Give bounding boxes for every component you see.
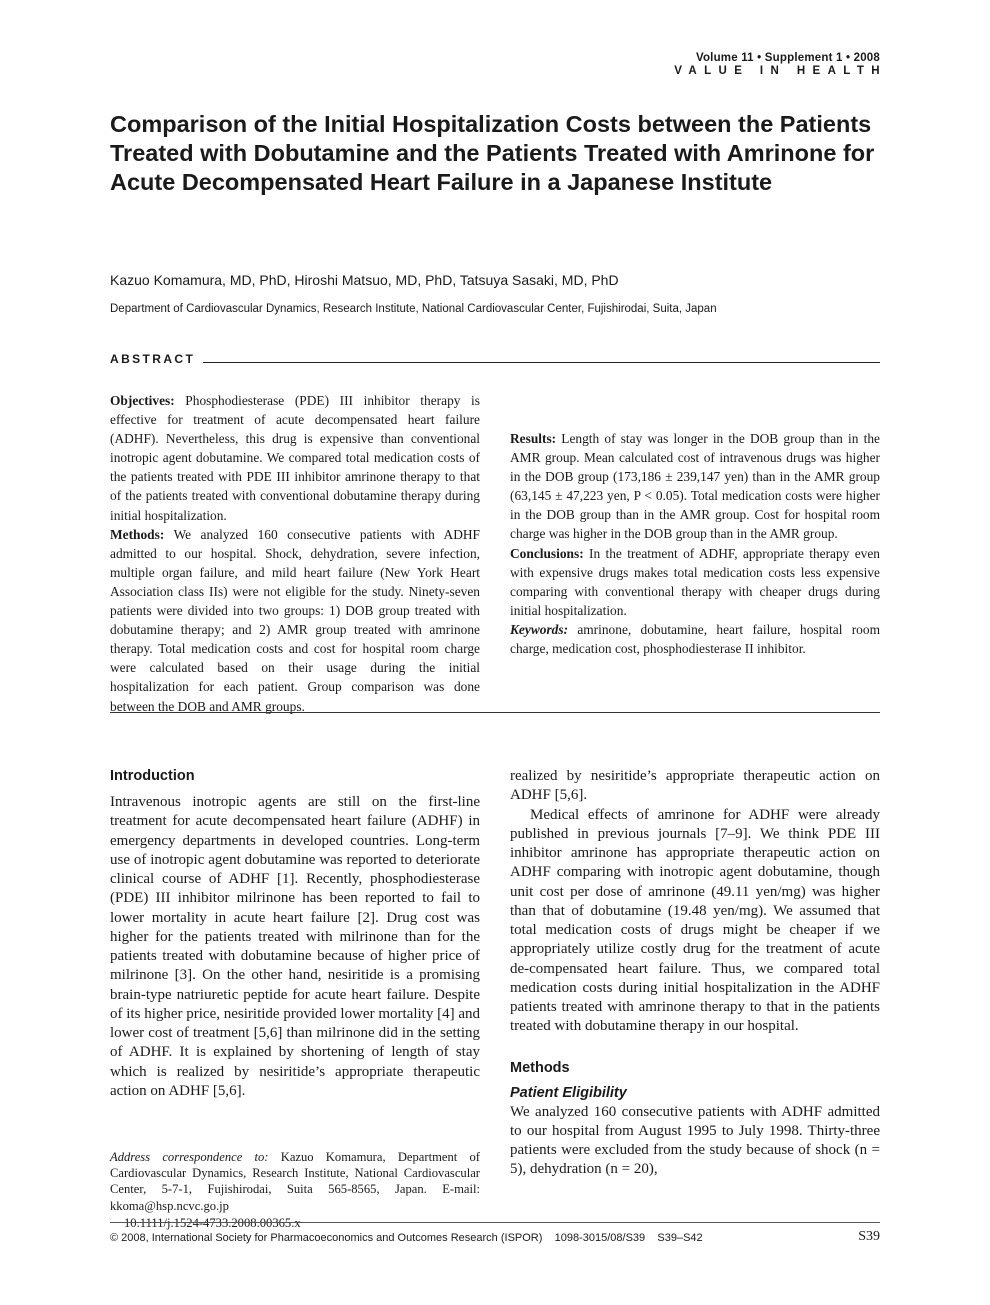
abstract-keywords	[510, 620, 880, 658]
patient-eligibility-subheading: Patient Eligibility	[510, 1084, 627, 1101]
author-list: Kazuo Komamura, MD, PhD, Hiroshi Matsuo, MD, PhD, Tatsuya Sasaki, MD, PhD	[110, 272, 619, 288]
introduction-paragraph-1: Intravenous inotropic agents are still on the first-line treatment for acute decompensated heart failure (ADHF) in emergency departments in developed countries. Long-term use of inotropic agent dobutamine was reported to deteriorate clinical course of ADHF [1]. Recently, phosphodiesterase (PDE) III inhibitor milrinone has been reported to fail to lower mortality in acute heart failure [2]. Drug cost was higher for the patients treated with milrinone than for the patients treated with dobutamine because of higher price of milrinone [3]. On the other hand, nesiritide is a promising brain-type natriuretic peptide for acute heart failure. Despite of its higher price, nesiritide provided lower mortality [4] and lower cost of treatment [5,6] than milrinone did in the setting of ADHF. It is explained by shortening of length of stay which is realized by nesiritide’s appropriate therapeutic action on ADHF [5,6].	[110, 794, 480, 1099]
affiliation: Department of Cardiovascular Dynamics, Research Institute, National Cardiovascular Center, Fujishirodai, Suita, Japan	[110, 303, 717, 315]
abstract-heading-label: ABSTRACT	[110, 352, 196, 366]
abstract-left-column	[110, 391, 480, 716]
body-left-column	[110, 768, 480, 1231]
methods-heading: Methods	[510, 1059, 570, 1076]
article-doi: 10.1111/j.1524-4733.2008.00365.x	[124, 1215, 301, 1230]
correspondence-text: Kazuo Komamura, Department of Cardiovascular Dynamics, Research Institute, National Cardiovascular Center, 5-7-1, Fujishirodai, Suita 565-8565, Japan. E-mail: kkoma@hsp.ncvc.go.jp	[110, 1150, 480, 1213]
keywords-label: Keywords:	[510, 621, 569, 637]
conclusions-label: Conclusions:	[510, 545, 584, 561]
methods-text: We analyzed 160 consecutive patients with ADHF admitted to our hospital. Shock, dehydration, severe infection, multiple organ failure, and mild heart failure (New York Heart Association class IIs) were not eligible for the study. Ninety-seven patients were divided into two groups: 1) DOB group treated with dobutamine therapy; and 2) AMR group treated with amrinone therapy. Total medication costs and cost for hospital room charge were calculated based on their usage during the initial hospitalization for each patient. Group comparison was done between the DOB and AMR groups.	[110, 526, 480, 714]
journal-header	[674, 52, 887, 77]
abstract-objectives	[110, 391, 480, 525]
conclusions-text: In the treatment of ADHF, appropriate therapy even with expensive drugs makes total medication costs less expensive comparing with conventional therapy with cheaper drugs during initial hospitalization.	[510, 545, 880, 618]
objectives-label: Objectives:	[110, 393, 175, 408]
abstract-right-column	[510, 391, 880, 691]
keywords-text: amrinone, dobutamine, heart failure, hospital room charge, medication cost, phosphodiesterase II inhibitor.	[510, 621, 880, 657]
results-label: Results:	[510, 431, 557, 446]
abstract-end-rule	[110, 712, 880, 713]
correspondence-block	[110, 1149, 480, 1231]
journal-name: VALUE IN HEALTH	[674, 65, 887, 77]
introduction-left-clip	[110, 793, 480, 1121]
introduction-paragraph-2: Medical effects of amrinone for ADHF were already published in previous journals [7–9]. We think PDE III inhibitor amrinone has appropriate therapeutic action on ADHF comparing with inotropic agent dobutamine, though unit cost per dose of amrinone (49.11 yen/mg) was higher than that of dobutamine (19.48 yen/mg). We assumed that total medication costs of drugs might be cheaper if we appropriately utilize costly drug for the treatment of acute de-compensated heart failure. Thus, we compared total medication costs during initial hospitalization in the ADHF patients treated with amrinone therapy to that in the patients treated with dobutamine therapy in our hospital.	[510, 806, 880, 1035]
volume-line: Volume 11 • Supplement 1 • 2008	[695, 52, 880, 64]
introduction-heading: Introduction	[110, 768, 195, 784]
abstract-methods	[110, 525, 480, 716]
methods-paragraph-1: We analyzed 160 consecutive patients with ADHF admitted to our hospital from August 1995 to July 1998. Thirty-three patients were excluded from the study because of shock (n = 5), dehydration (n = 20),	[510, 1103, 880, 1178]
objectives-text: Phosphodiesterase (PDE) III inhibitor therapy is effective for treatment of acute decompensated heart failure (ADHF). Nevertheless, this drug is expensive than conventional inotropic agent dobutamine. We compared total medication costs of the patients treated with PDE III inhibitor amrinone therapy to that of the patients treated with conventional dobutamine therapy during initial hospitalization.	[110, 393, 480, 523]
abstract-results	[510, 429, 880, 544]
methods-label: Methods:	[110, 526, 165, 542]
introduction-paragraph-1-continued: realized by nesiritide’s appropriate therapeutic action on ADHF [5,6].	[510, 768, 880, 804]
abstract-heading-rule	[203, 362, 880, 363]
correspondence-note	[110, 1149, 480, 1214]
page-number: S39	[858, 1229, 880, 1244]
footer-rule	[110, 1222, 880, 1223]
article-title: Comparison of the Initial Hospitalization Costs between the Patients Treated with Dobutamine and the Patients Treated with Amrinone for Acute Decompensated Heart Failure in a Japanese Institute	[110, 111, 875, 195]
body-right-column	[510, 767, 880, 1180]
copyright-line: © 2008, International Society for Pharmacoeconomics and Outcomes Research (ISPOR) 1098-3015/08/S39 S39–S42	[110, 1232, 703, 1244]
abstract-heading	[110, 352, 880, 366]
correspondence-label: Address correspondence to:	[110, 1150, 269, 1164]
abstract-conclusions	[510, 544, 880, 620]
results-text: Length of stay was longer in the DOB group than in the AMR group. Mean calculated cost of intravenous drugs was higher in the DOB group (173,186 ± 239,147 yen) than in the AMR group (63,145 ± 47,223 yen, P < 0.05). Total medication costs were higher in the DOB group than in the AMR group. Cost for hospital room charge was higher in the DOB group than in the AMR group.	[510, 431, 880, 542]
